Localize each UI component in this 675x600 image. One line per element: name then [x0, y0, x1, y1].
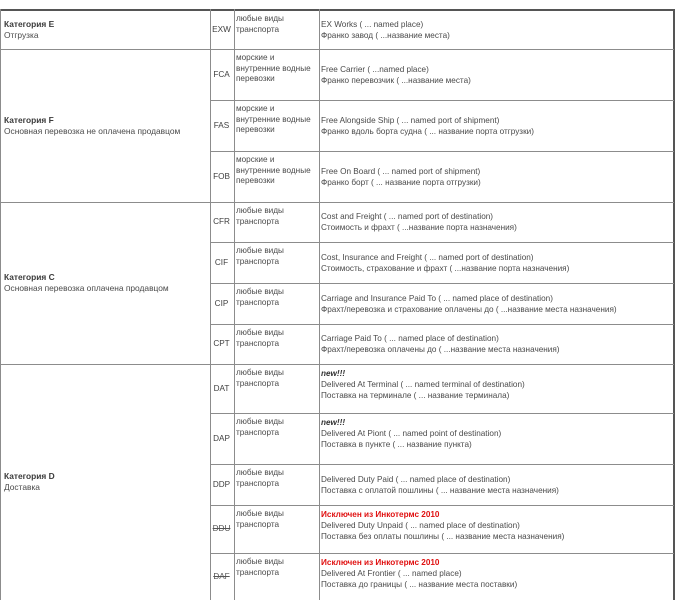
term-code: CIF [214, 257, 229, 267]
term-english: Free Carrier ( ...named place) [321, 64, 429, 74]
category-cell [4, 471, 209, 493]
table-rule [210, 324, 674, 325]
transport-mode: любые виды транспорта [236, 368, 284, 388]
term-code: FAS [213, 120, 230, 130]
term-code: CFR [213, 217, 230, 226]
table-rule [319, 9, 320, 600]
term-russian: Стоимость, страхование и фрахт ( ...название порта назначения) [321, 263, 570, 273]
transport-mode: любые виды транспорта [236, 246, 284, 266]
table-rule [234, 9, 235, 600]
term-english: Delivered At Frontier ( ... named place) [321, 569, 462, 578]
term-russian: Франко вдоль борта судна ( ... название порта отгрузки) [321, 126, 534, 136]
table-rule [210, 242, 674, 243]
term-russian: Поставка без оплаты пошлины ( ... название места назначения) [321, 532, 565, 541]
transport-mode: любые виды транспорта [236, 509, 284, 529]
term-code: DDP [212, 479, 231, 489]
transport-mode: морские и внутренние водные перевозки [236, 53, 311, 84]
table-rule [210, 151, 674, 152]
term-code: DAP [213, 433, 230, 443]
excluded-note: Исключен из Инкотермс 2010 [321, 558, 440, 567]
term-english: EX Works ( ... named place) [321, 19, 424, 29]
table-rule [210, 283, 674, 284]
term-description [321, 333, 671, 355]
term-russian: Стоимость и фрахт ( ...название порта назначения) [321, 223, 517, 232]
term-description [321, 19, 671, 41]
term-description [321, 166, 671, 188]
term-description [321, 557, 671, 590]
term-russian: Фрахт/перевозка оплачены до ( ...название места назначения) [321, 345, 560, 354]
term-english: Free Alongside Ship ( ... named port of shipment) [321, 115, 500, 125]
term-english: Carriage Paid To ( ... named place of destination) [321, 334, 499, 343]
transport-mode: любые виды транспорта [236, 206, 284, 226]
term-code: DDU [212, 524, 231, 533]
table-rule [0, 9, 674, 11]
table-rule [210, 364, 674, 365]
term-russian: Поставка до границы ( ... название места поставки) [321, 580, 518, 589]
table-rule [210, 464, 674, 465]
term-description [321, 417, 671, 450]
term-description [321, 115, 671, 137]
category-cell [4, 115, 209, 137]
table-rule [0, 9, 1, 600]
term-russian: Поставка с оплатой пошлины ( ... название места назначения) [321, 485, 559, 495]
category-name: Категория D [4, 471, 55, 481]
category-description: Отгрузка [4, 30, 39, 40]
category-cell [4, 19, 209, 41]
transport-mode: любые виды транспорта [236, 468, 284, 488]
term-code: DAT [213, 383, 230, 393]
term-russian: Франко борт ( ... название порта отгрузки) [321, 177, 481, 187]
term-english: Free On Board ( ... named port of shipment) [321, 166, 481, 176]
term-english: Delivered At Terminal ( ... named terminal of destination) [321, 380, 525, 389]
category-name: Категория F [4, 115, 54, 125]
category-description: Основная перевозка оплачена продавцом [4, 283, 169, 293]
category-description: Основная перевозка не оплачена продавцом [4, 126, 181, 136]
term-description [321, 368, 671, 401]
table-rule [210, 553, 674, 554]
term-code: FOB [213, 171, 230, 181]
transport-mode: любые виды транспорта [236, 14, 284, 34]
category-cell [4, 272, 209, 294]
term-description [321, 509, 671, 542]
term-code: FCA [213, 69, 230, 79]
term-english: Carriage and Insurance Paid To ( ... named place of destination) [321, 293, 553, 303]
transport-mode: морские и внутренние водные перевозки [236, 155, 311, 186]
category-name: Категория C [4, 272, 55, 282]
term-description [321, 211, 671, 233]
term-russian: Франко перевозчик ( ...название места) [321, 75, 471, 85]
new-badge: new!!! [321, 418, 346, 427]
transport-mode: любые виды транспорта [236, 557, 284, 577]
term-russian: Франко завод ( ...название места) [321, 30, 450, 40]
term-description [321, 64, 671, 86]
table-rule [210, 413, 674, 414]
category-name: Категория E [4, 19, 55, 29]
term-russian: Поставка в пункте ( ... название пункта) [321, 440, 472, 449]
term-english: Cost and Freight ( ... named port of destination) [321, 212, 494, 221]
table-rule [210, 202, 674, 203]
table-rule [210, 505, 674, 506]
term-code: DAF [213, 571, 230, 581]
table-rule [210, 49, 674, 50]
term-russian: Поставка на терминале ( ... название терминала) [321, 391, 510, 400]
term-english: Delivered At Piont ( ... named point of destination) [321, 429, 502, 438]
transport-mode: любые виды транспорта [236, 287, 284, 307]
new-badge: new!!! [321, 369, 346, 378]
term-english: Cost, Insurance and Freight ( ... named port of destination) [321, 252, 534, 262]
transport-mode: любые виды транспорта [236, 328, 284, 348]
transport-mode: любые виды транспорта [236, 417, 284, 437]
term-code: CIP [214, 298, 229, 308]
term-description [321, 252, 671, 274]
term-english: Delivered Duty Unpaid ( ... named place of destination) [321, 521, 520, 530]
category-description: Доставка [4, 482, 40, 492]
term-russian: Фрахт/перевозка и страхование оплачены до ( ...название места назначения) [321, 304, 617, 314]
term-description [321, 293, 671, 315]
term-code: CPT [213, 339, 230, 348]
excluded-note: Исключен из Инкотермс 2010 [321, 510, 440, 519]
table-rule [210, 100, 674, 101]
term-code: EXW [212, 24, 231, 34]
term-english: Delivered Duty Paid ( ... named place of destination) [321, 474, 511, 484]
term-description [321, 474, 671, 496]
transport-mode: морские и внутренние водные перевозки [236, 104, 311, 135]
